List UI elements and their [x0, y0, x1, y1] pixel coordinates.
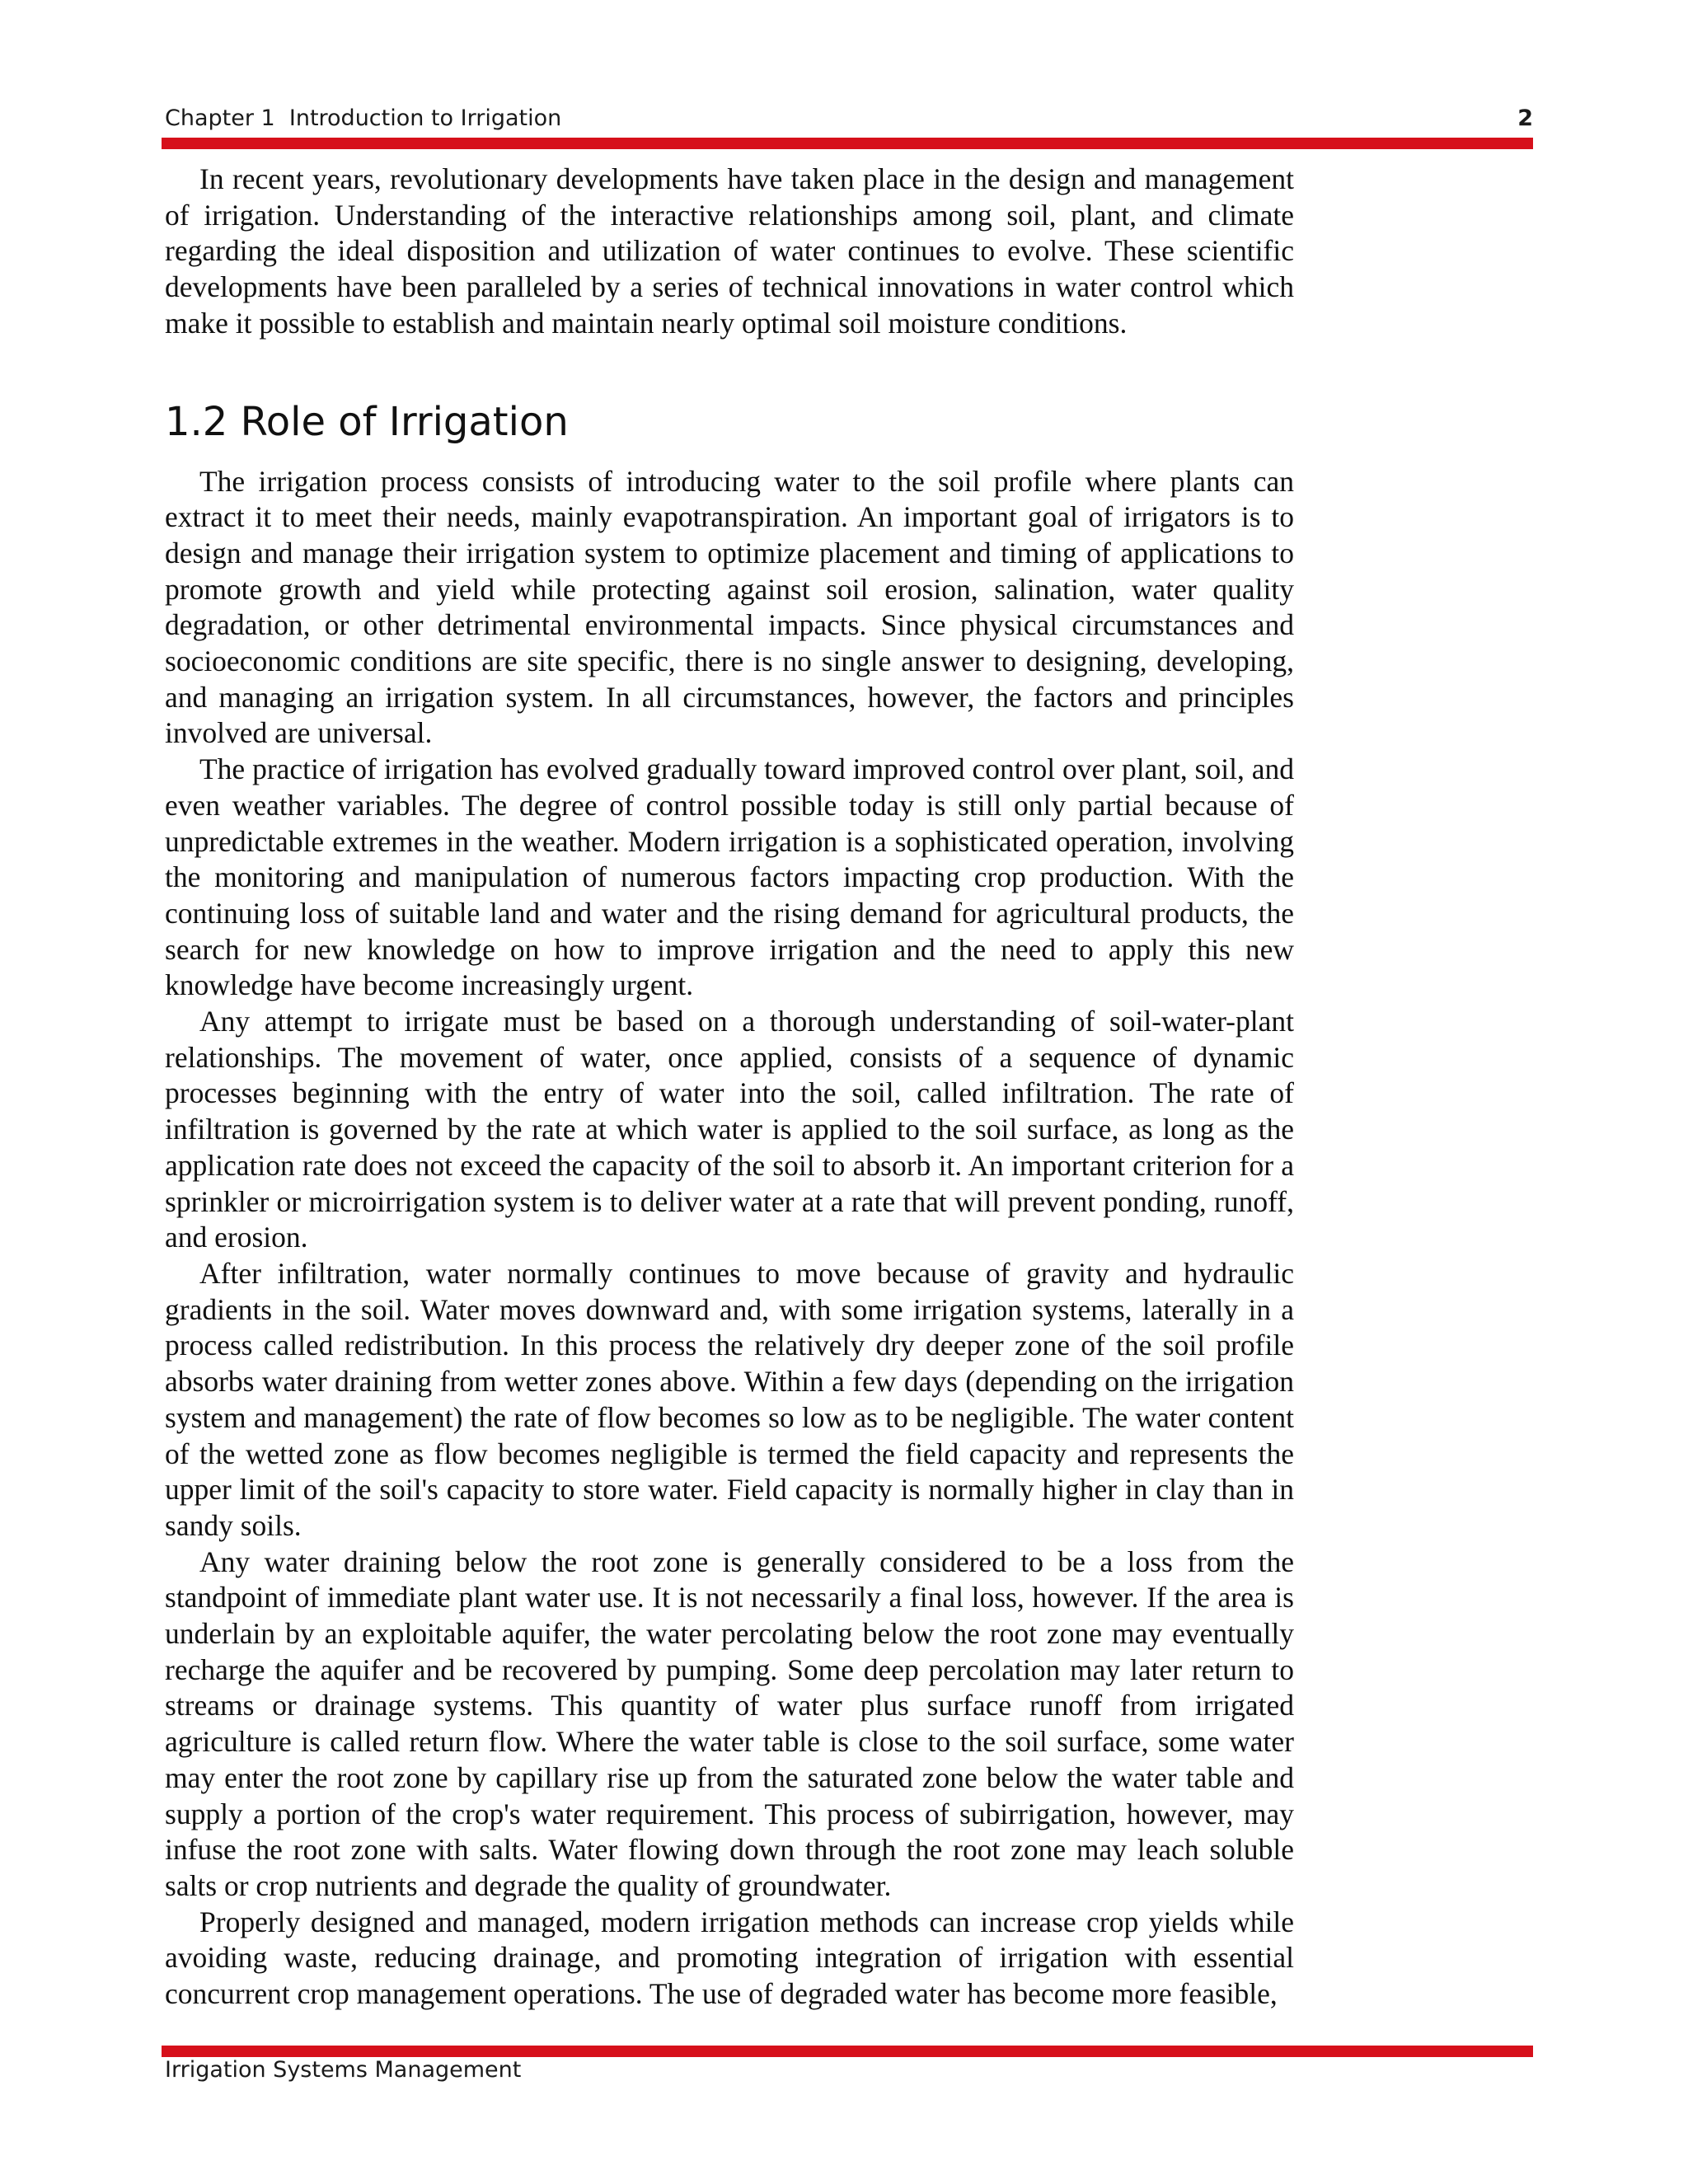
section-paragraph: The practice of irrigation has evolved gradually toward improved control over plant, soil, and even weather variables. The degree of control possible today is still only partial because of unpredictable extremes in the weather. Modern irrigation is a sophisticated operation, involving the monitoring and manipulation of numerous factors impacting crop production. With the continuing loss of suitable land and water and the rising demand for agricultural products, the search for new knowledge on how to improve irrigation and the need to apply this new knowledge have become increasingly urgent. — [165, 752, 1294, 1002]
page-number: 2 — [1517, 105, 1533, 131]
body-text — [165, 162, 1294, 2013]
chapter-title: Chapter 1 Introduction to Irrigation — [165, 105, 562, 131]
section-paragraph: After infiltration, water normally continues to move because of gravity and hydraulic gradients in the soil. Water moves downward and, with some irrigation systems, laterally in a process called redistribution. In this process the relatively dry deeper zone of the soil profile absorbs water draining from wetter zones above. Within a few days (depending on the irrigation system and management) the rate of flow becomes so low as to be negligible. The water content of the wetted zone as flow becomes negligible is termed the field capacity and represents the upper limit of the soil's capacity to store water. Field capacity is normally higher in clay than in sandy soils. — [165, 1256, 1294, 1542]
section-heading: 1.2 Role of Irrigation — [165, 398, 569, 445]
book-title-footer: Irrigation Systems Management — [165, 2057, 522, 2083]
section-paragraph: The irrigation process consists of introducing water to the soil profile where plants can extract it to meet their needs, mainly evapotranspiration. An important goal of irrigators is to design and manage their irrigation system to optimize placement and timing of applications to promote growth and yield while protecting against soil erosion, salination, water quality degradation, or other detrimental environmental impacts. Since physical circumstances and socioeconomic conditions are site specific, there is no single answer to designing, developing, and managing an irrigation system. In all circumstances, however, the factors and principles involved are universal. — [165, 464, 1294, 750]
section-paragraph: Any attempt to irrigate must be based on a thorough understanding of soil-water-plant relationships. The movement of water, once applied, consists of a sequence of dynamic processes beginning with the entry of water into the soil, called infiltration. The rate of infiltration is governed by the rate at which water is applied to the soil surface, as long as the application rate does not exceed the capacity of the soil to absorb it. An important criterion for a sprinkler or microirrigation system is to deliver water at a rate that will prevent ponding, runoff, and erosion. — [165, 1005, 1294, 1254]
running-header — [165, 105, 1533, 135]
section-paragraph: Any water draining below the root zone is generally considered to be a loss from the standpoint of immediate plant water use. It is not necessarily a final loss, however. If the area is underlain by an exploitable aquifer, the water percolating below the root zone may eventually recharge the aquifer and be recovered by pumping. Some deep percolation may later return to streams or drainage systems. This quantity of water plus surface runoff from irrigated agriculture is called return flow. Where the water table is close to the soil surface, some water may enter the root zone by capillary rise up from the saturated zone below the water table and supply a portion of the crop's water requirement. This process of subirrigation, however, may infuse the root zone with salts. Water flowing down through the root zone may leach soluble salts or crop nutrients and degrade the quality of groundwater. — [165, 1544, 1294, 1902]
footer-rule — [162, 2046, 1533, 2057]
intro-paragraph: In recent years, revolutionary developments have taken place in the design and management of irrigation. Understanding of the interactive relationships among soil, plant, and climate regarding the ideal disposition and utilization of water continues to evolve. These scientific developments have been paralleled by a series of technical innovations in water control which make it possible to establish and maintain nearly optimal soil moisture conditions. — [165, 162, 1294, 340]
header-rule — [162, 138, 1533, 149]
section-paragraph: Properly designed and managed, modern irrigation methods can increase crop yields while avoiding waste, reducing drainage, and promoting integration of irrigation with essential concurrent crop management operations. The use of degraded water has become more feasible, — [165, 1905, 1294, 2011]
